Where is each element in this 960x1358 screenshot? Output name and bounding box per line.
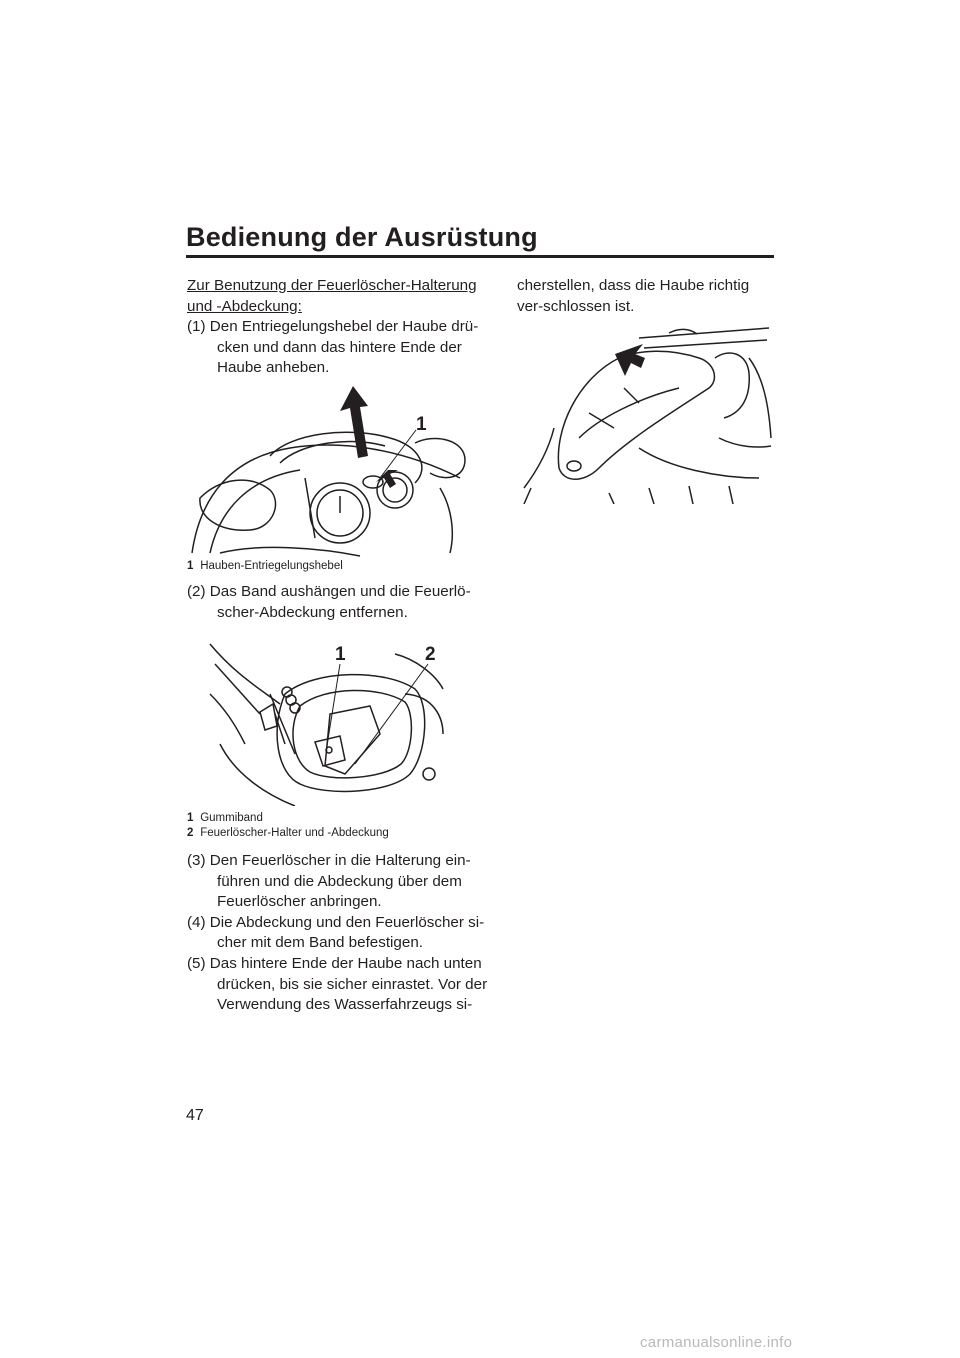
header-rule bbox=[186, 255, 774, 258]
figure2-caption bbox=[187, 811, 389, 841]
extinguisher-holder-illustration bbox=[205, 634, 445, 806]
figure2-callout-2: 2 bbox=[425, 644, 436, 665]
right-column bbox=[517, 276, 779, 317]
page-title: Bedienung der Ausrüstung bbox=[186, 222, 538, 252]
figure-close-cover bbox=[519, 318, 773, 504]
step-2: (2) Das Band aushängen und die Feuerlö-scher-Abdeckung entfernen. bbox=[187, 583, 471, 621]
step-4: (4) Die Abdeckung und den Feuerlöscher si-cher mit dem Band befestigen. bbox=[187, 913, 485, 952]
caption-number: 2 bbox=[187, 827, 194, 839]
lift-arrow-icon bbox=[340, 386, 368, 458]
page-number: 47 bbox=[186, 1107, 204, 1124]
step-3: (3) Den Feuerlöscher in die Halterung ein-führen und die Abdeckung über dem Feuerlöscher anbringen. bbox=[187, 852, 471, 911]
figure2-callout-1: 1 bbox=[335, 644, 346, 665]
push-down-arrow-icon bbox=[615, 344, 645, 376]
subheading-line-2: und -Abdeckung: bbox=[187, 297, 302, 315]
watermark: carmanualsonline.info bbox=[640, 1334, 793, 1351]
figure1-callout: 1 bbox=[416, 414, 427, 435]
caption-row-2 bbox=[187, 826, 389, 841]
caption-text: Gummiband bbox=[200, 812, 263, 824]
caption-row-1 bbox=[187, 811, 389, 826]
step-5: (5) Das hintere Ende der Haube nach unten drücken, bis sie sicher einrastet. Vor der Verwendung des Wasserfahrzeugs si- bbox=[187, 954, 488, 1014]
close-cover-illustration bbox=[519, 318, 773, 504]
left-column bbox=[187, 276, 492, 379]
caption-text: Feuerlöscher-Halter und -Abdeckung bbox=[200, 827, 389, 839]
subheading-line-1: Zur Benutzung der Feuerlöscher-Halterung bbox=[187, 277, 477, 294]
caption-text: Hauben-Entriegelungshebel bbox=[200, 560, 343, 572]
section-subheading bbox=[187, 276, 492, 317]
figure-extinguisher-holder bbox=[205, 634, 445, 806]
continuation-text: cherstellen, dass die Haube richtig ver-schlossen ist. bbox=[517, 277, 750, 315]
caption-number: 1 bbox=[187, 812, 194, 824]
cover-release-illustration bbox=[190, 378, 470, 558]
step-1: (1) Den Entriegelungshebel der Haube drü-cken und dann das hintere Ende der Haube anheben. bbox=[187, 318, 479, 377]
figure1-caption bbox=[187, 559, 343, 574]
steps-3-5-block bbox=[187, 851, 492, 1016]
step-2-block bbox=[187, 582, 492, 623]
figure-cover-release bbox=[190, 378, 470, 558]
caption-number: 1 bbox=[187, 560, 194, 572]
